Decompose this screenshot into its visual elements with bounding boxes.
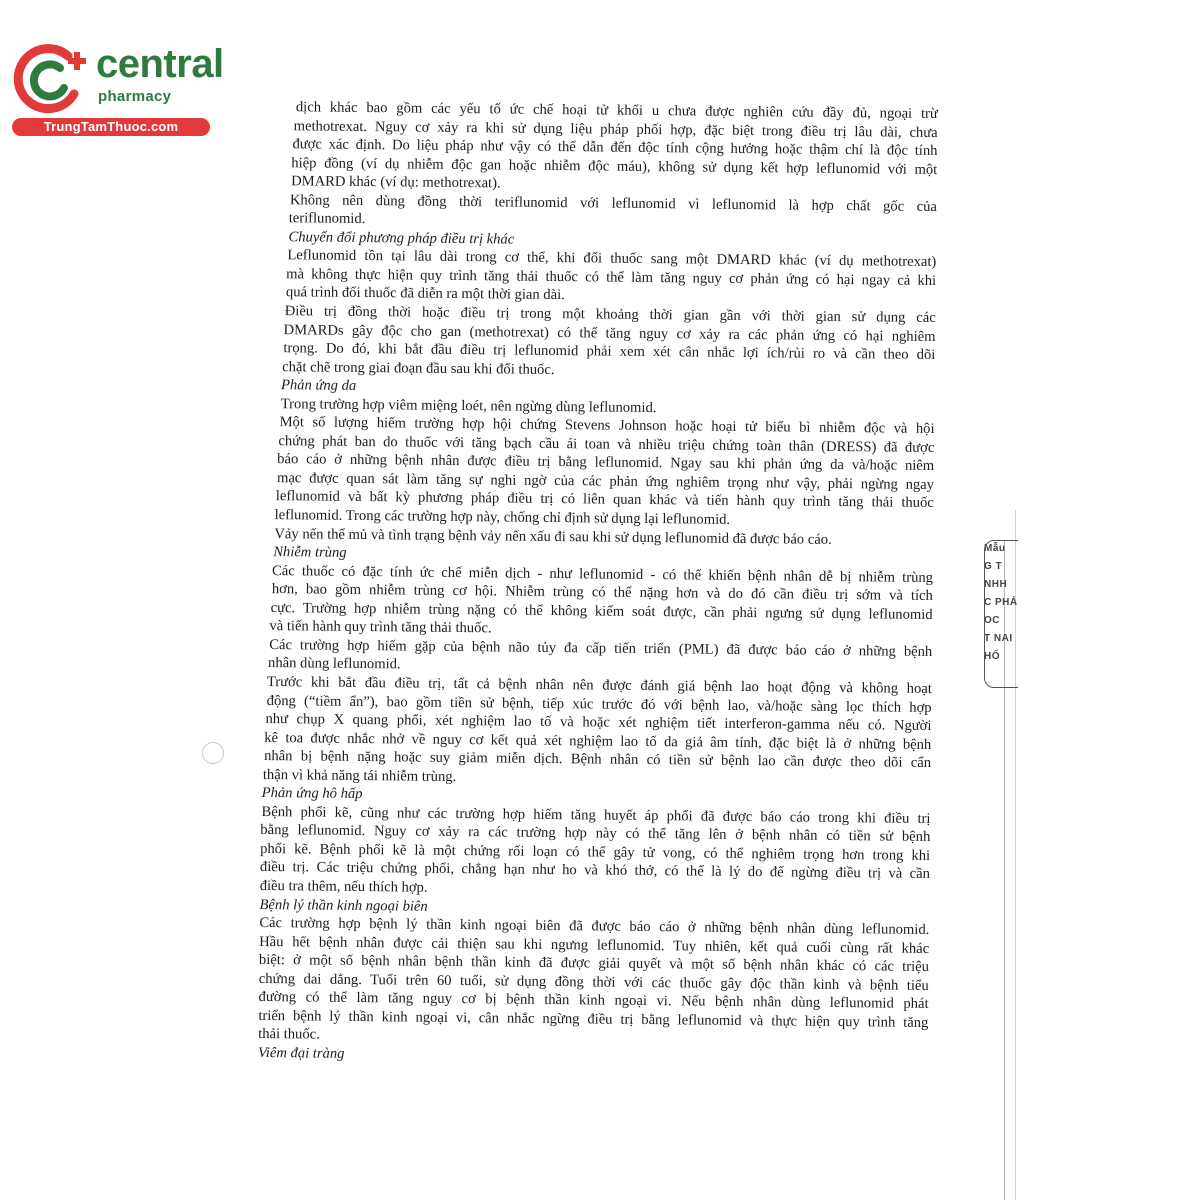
body-text-line: leflunomid và bất kỳ phương pháp điều trị có liên quan khác và tiến hành quy trình tăng thải thuốc (275, 488, 934, 512)
body-text-line: Các trường hợp hiếm gặp của bệnh não tủy đa cấp tiến triển (PML) đã được báo cáo ở những bệnh (269, 636, 933, 660)
central-pharmacy-logo (10, 38, 225, 138)
punch-hole-mark (202, 742, 224, 764)
body-text-line: bằng leflunomid. Nguy cơ xảy ra các trường hợp này có thể tăng lên ở bệnh nhân có tiền sử bệnh (260, 822, 931, 846)
body-text-line: đường có thể làm tăng nguy cơ bị bệnh thần kinh ngoại vi. Nếu bệnh nhân dùng leflunomid phát (258, 989, 929, 1013)
body-text-line: được xác định. Do liệu pháp như vậy có thể dẫn đến độc tính cộng hưởng hoặc thậm chí là độc tính (292, 136, 938, 160)
stamp-text: NHH (984, 579, 1008, 590)
body-text-line: mà không thực hiện quy trình tăng thải thuốc có thể làm tăng nguy cơ phản ứng có hại ngay cả khi (286, 266, 937, 289)
body-text-line: chứng dai dẳng. Tuổi trên 60 tuổi, sử dụng đồng thời với các thuốc gây độc thần kinh và bệnh tiểu (258, 970, 929, 994)
logo-tagline: pharmacy (98, 88, 172, 105)
stamp-text: Mẫu (984, 543, 1006, 554)
partial-stamp (984, 540, 1018, 688)
section-heading: Bệnh lý thần kinh ngoại biên (259, 896, 428, 915)
body-text-line: Hầu hết bệnh nhân được cải thiện sau khi ngưng leflunomid. Tuy nhiên, kết quả cuối cùng rất khác (259, 933, 930, 957)
body-text-line: Các trường hợp bệnh lý thần kinh ngoại biên đã được báo cáo ở những bệnh nhân dùng leflunomid. (259, 915, 930, 939)
body-text-line: nhân dùng leflunomid. (267, 655, 401, 673)
logo-site-url: TrungTamThuoc.com (12, 118, 210, 136)
body-text-line: Bệnh phổi kẽ, cũng như các trường hợp hiếm tăng huyết áp phổi đã được báo cáo trong khi điều trị (261, 803, 931, 827)
body-text-line: như chụp X quang phổi, xét nghiệm lao tố và hoặc xét nghiệm tiết interferon-gamma nếu có. Người (265, 711, 932, 735)
body-text-line: hiệp đồng (ví dụ nhiễm độc gan hoặc nhiễm độc máu), không sử dụng kết hợp leflunomid với một (291, 154, 938, 178)
body-text-line: DMARDs gây độc cho gan (methotrexat) có thể tăng nguy cơ xảy ra các phản ứng có hại nghiêm (283, 321, 936, 345)
body-text-line: mạc được quan sát làm tăng sự nghi ngờ của các phản ứng nghiêm trọng như vậy, phải ngừng ngay (276, 470, 935, 493)
body-text-line: điều trị. Các triệu chứng phổi, chẳng hạn như ho và khó thở, có thể là lý do để ngừng điều trị và cần (259, 859, 930, 883)
body-text-line: thải thuốc. (258, 1026, 320, 1043)
body-text-line: leflunomid. Trong các trường hợp này, chống chỉ định sử dụng lại leflunomid. (274, 507, 731, 528)
body-text-line: điều tra thêm, nếu thích hợp. (259, 877, 428, 896)
body-text-line: cực. Trường hợp nhiễm trùng nặng có thể không kiểm soát được, cần phải ngưng sử dụng leflunomid (270, 599, 933, 623)
body-text-line: Leflunomid tồn tại lâu dài trong cơ thể, khi đổi thuốc sang một DMARD khác (ví dụ methotrexat) (287, 247, 937, 271)
section-heading: Nhiễm trùng (273, 544, 347, 561)
body-text-line: Điều trị đồng thời hoặc điều trị trong một khoảng thời gian gần với thời gian sử dụng các (284, 303, 936, 327)
body-text-line: Vảy nến thể mủ và tình trạng bệnh vảy nến xấu đi sau khi sử dụng leflunomid đã được báo cáo. (274, 525, 832, 548)
body-text-line: Các thuốc có đặc tính ức chế miễn dịch - như leflunomid - có thể khiến bệnh nhân dễ bị nhiễm trùng (271, 562, 934, 586)
section-heading: Chuyển đổi phương pháp điều trị khác (288, 229, 515, 248)
body-text-line: chứng phát ban do thuốc với tăng bạch cầu ái toan và nhiều triệu chứng toàn thân (DRESS) đã được (278, 432, 935, 456)
document-page (258, 98, 938, 1069)
body-text-line: teriflunomid. (288, 210, 366, 228)
body-text-line: phổi kẽ. Bệnh phổi kẽ là một chứng rối loạn có thể gây tử vong, có thể nghiêm trọng hơn trong khi (260, 840, 931, 864)
body-text-line: DMARD khác (ví dụ: methotrexat). (291, 173, 501, 192)
body-text-line: nhân bị bệnh nặng hoặc suy giảm miễn dịch. Bệnh nhân có tiền sử bệnh lao cần được theo dõi cẩn (264, 748, 932, 772)
body-text-line: và tiến hành quy trình tăng thải thuốc. (269, 618, 492, 637)
body-text-line: Trong trường hợp viêm miệng loét, nên ngừng dùng leflunomid. (280, 395, 657, 416)
body-text-line: Trước khi bắt đầu điều trị, tất cả bệnh nhân nên được đánh giá bệnh lao hoạt động và không hoạt (266, 673, 932, 697)
body-text-line: quá trình đổi thuốc đã diễn ra một thời gian dài. (285, 284, 565, 304)
body-text-line: dịch khác bao gồm các yếu tố ức chế hoại tử khối u chưa được nghiên cứu đầy đủ, ngoại trừ (295, 99, 938, 123)
stamp-text: T NAI (984, 633, 1013, 644)
stamp-text: C PHẢ (984, 597, 1018, 608)
section-heading: Phản ứng hô hấp (261, 785, 363, 803)
body-text-line: kê toa được nhắc nhở về nguy cơ kết quả xét nghiệm lao tố da giả âm tính, đặc biệt là ở những bệnh (264, 729, 932, 753)
logo-mark-icon (10, 38, 92, 120)
stamp-text: G T (984, 561, 1003, 572)
body-text-line: thận vì khả năng tái nhiễm trùng. (262, 766, 457, 785)
body-text-line: hơn, bao gồm nhiễm trùng cơ hội. Nhiễm trùng có thể nặng hơn và do đó cần điều trị sớm và tích (271, 581, 933, 605)
stamp-text: OC (984, 615, 1000, 626)
body-text-line: trọng. Do đó, khi bắt đầu điều trị leflunomid phải xem xét cân nhắc lợi ích/rủi ro và cần theo dõi (283, 340, 936, 364)
stamp-text: HỐ (984, 651, 1000, 662)
body-text-line: Một số lượng hiếm trường hợp hội chứng Stevens Johnson hoặc hoại tử biểu bì nhiễm độc và hội (279, 414, 935, 438)
body-text-line: Không nên dùng đồng thời teriflunomid với leflunomid vì leflunomid là hợp chất gốc của (289, 191, 937, 215)
body-text-line: triển bệnh lý thần kinh ngoại vi, cân nhắc ngừng điều trị bằng leflunomid và thực hiện quy trình tăng (258, 1007, 929, 1031)
body-text-line: chặt chẽ trong giai đoạn đầu sau khi đổi thuốc. (282, 358, 555, 378)
body-text-line: biệt: ở một số bệnh nhân bệnh thần kinh đã được giải quyết và một số bệnh nhân khác có các triệu (258, 952, 930, 976)
body-text-line: động (“tiềm ẩn”), bao gồm tiền sử bệnh, tiếp xúc trước đó với bệnh lao, và/hoặc sàng lọc thích hợp (266, 692, 932, 716)
section-heading: Phản ứng da (280, 377, 357, 395)
logo-wordmark: central (96, 42, 224, 86)
stamp-border (984, 540, 1018, 688)
body-text-line: methotrexat. Nguy cơ xảy ra khi sử dụng liệu pháp phối hợp, đặc biệt trong điều trị lâu dài, chưa (293, 117, 938, 141)
section-heading: Viêm đại tràng (257, 1044, 345, 1062)
body-text-line: báo cáo ở những bệnh nhân được điều trị bằng leflunomid. Ngay sau khi phản ứng da và/hoặc niêm (277, 451, 935, 475)
